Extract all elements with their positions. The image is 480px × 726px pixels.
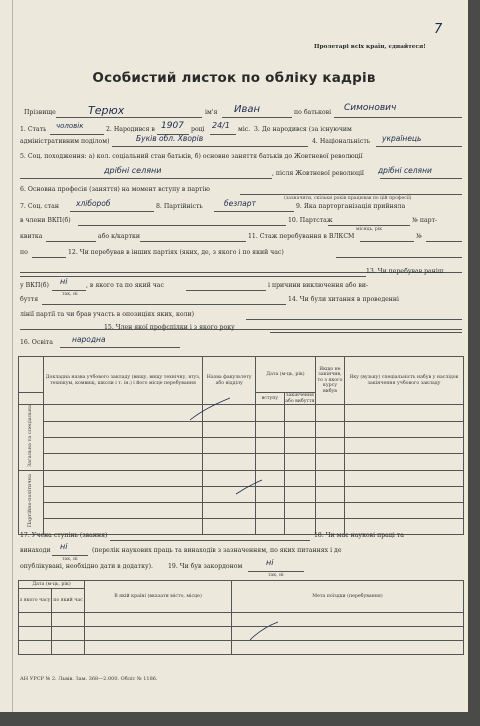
q19-hint: так, ні [268, 573, 284, 578]
patronymic-value: Симонович [344, 103, 397, 113]
q13-label: 13. Чи перебував раніш [366, 268, 444, 275]
birthplace-value: Букiв обл. Хворiв [136, 134, 204, 143]
q13e-label: буття [20, 296, 39, 303]
degree-line [110, 540, 310, 541]
strike-mark-1 [190, 398, 230, 420]
col-institution: Докладна назва учбового закладу (вищу, вищу технічну, втуз, технікум, комвищ, школи і т. ін.) і його місце перебування [43, 357, 203, 405]
q12-label: 12. Чи перебував в інших партіях (яких, де, з якого і по який час) [68, 249, 284, 256]
q17-label: 17. Учена ступінь (звання) [20, 532, 108, 539]
q15-label: 15. Член якої профспілки і з якого року [104, 324, 235, 331]
q13c-label: , в якого та по який час [86, 282, 164, 289]
q6-label: 6. Основна професія (заняття) на момент вступу в партію [20, 186, 210, 193]
q13-hint: так, ні [62, 292, 78, 297]
col-to: по який час [52, 589, 85, 613]
col-country: В якій країні (вказати місто, місце) [85, 581, 232, 613]
abroad-table [18, 580, 464, 655]
q14b-label: лінії партії та чи брав участь в опозиціях яких, коли) [20, 311, 195, 318]
surname-value: Терюх [88, 104, 125, 117]
q18d-label: опублікувані, необхідно дати в додатку). [20, 563, 153, 570]
name-label: ім'я [205, 109, 218, 116]
q18-label: 18. Чи має наукові праці та [314, 532, 404, 539]
q18-hint: так, ні [62, 557, 78, 562]
q10-hint: місяць, рік [356, 227, 383, 232]
page-number: 7 [434, 22, 443, 37]
birth-day-value: 24/1 [212, 121, 230, 130]
q14-label: 14. Чи були хитання в проведенні [288, 296, 400, 303]
q18c-label: (перелік наукових праць та винаходів з зазначенням, по яких питаннях і де [92, 547, 342, 554]
social-b-value: дрібні селяни [378, 166, 432, 175]
social-a-value: дрібні селяни [104, 166, 162, 175]
col-exit: закінчення або вибуття [285, 393, 315, 404]
q9-label: 9. Яка парторганізація прийняла [296, 203, 406, 210]
party-value: безпарт [224, 199, 256, 208]
col-finished: Якщо не закінчив, то з якого курсу вибув [315, 357, 344, 405]
q2-label: 2. Народився в [106, 126, 155, 133]
q19-ans-line [248, 571, 304, 572]
q11b-label: квитка [20, 233, 43, 240]
col-entry: вступу [255, 393, 284, 405]
q18-ans-line [52, 555, 88, 556]
q11c-label: або к/картки [98, 233, 140, 240]
q5b-label: , після Жовтневої революції [272, 170, 364, 177]
social-status-value: хлібороб [76, 199, 111, 208]
month-label: міс. [238, 126, 251, 133]
row-general: Загальна та спеціальна [27, 405, 34, 468]
year-suffix: році [191, 126, 205, 133]
q19-ans: ні [266, 558, 274, 567]
education-value: народна [72, 335, 106, 344]
motto: Пролетарі всіх країн, єднайтеся! [314, 44, 426, 50]
q16-label: 16. Освіта [20, 339, 53, 346]
q11d-label: по [20, 249, 28, 256]
q7-label: 7. Соц. стан [20, 203, 59, 210]
birth-year-value: 1907 [161, 121, 184, 131]
q18b-label: винаходи [20, 547, 51, 554]
form-title: Особистий листок по обліку кадрів [92, 70, 376, 86]
q11n-label: № парт- [412, 217, 438, 224]
name-value: Иван [234, 104, 261, 115]
q18-ans: ні [60, 542, 68, 551]
q5-label: 5. Соц. походження: а) кол. соціальний стан батьків, б) основне заняття батьків до Жовтневої революції [20, 153, 363, 160]
surname-label: Прізвище [24, 109, 56, 116]
col-faculty: Назва факультету або відділу [203, 357, 256, 405]
q6-hint: (зазначити, скільки років працював по цій професії) [284, 196, 412, 201]
q11-no: № [416, 233, 422, 240]
q8-label: 8. Партійність [156, 203, 203, 210]
patronymic-label: по батькові [294, 109, 332, 116]
q13b-label: у ВКП(б) [20, 282, 49, 289]
row-party: Партійно-політична [27, 474, 34, 528]
q4-label: 4. Національність [312, 138, 371, 145]
q9b-label: в члени ВКП(б) [20, 217, 71, 224]
q10-label: 10. Партстаж [288, 217, 333, 224]
q13d-label: і причини виключення або ви- [268, 282, 369, 289]
col-abroad-dates: Дата (м-ць, рік) [19, 581, 85, 589]
q3-label: 3. Де народився (за існуючим [254, 126, 352, 133]
col-dates: Дата (м-ць, рік) [255, 357, 315, 393]
q19-label: 19. Чи був закордоном [168, 563, 243, 570]
q13-ans: ні [60, 277, 68, 286]
nationality-value: українець [382, 134, 422, 143]
q3b-label: адміністративним поділом) [20, 138, 110, 145]
q1-label: 1. Стать [20, 126, 47, 133]
col-from: з якого часу [19, 589, 52, 613]
strike-mark-2 [236, 480, 262, 494]
footer-print-info: АН УРСР № 2. Львів. Зам. 368—2.000. Обліт № 1186. [20, 676, 158, 682]
q11-label: 11. Стаж перебування в ВЛКСМ [248, 233, 355, 240]
sex-value: чоловік [56, 122, 84, 130]
col-speciality: Яку (вузьку) спеціальність набув у наслідок закінчення учбового закладу [344, 357, 463, 405]
col-purpose: Мета поїздки (перебування) [232, 581, 464, 613]
